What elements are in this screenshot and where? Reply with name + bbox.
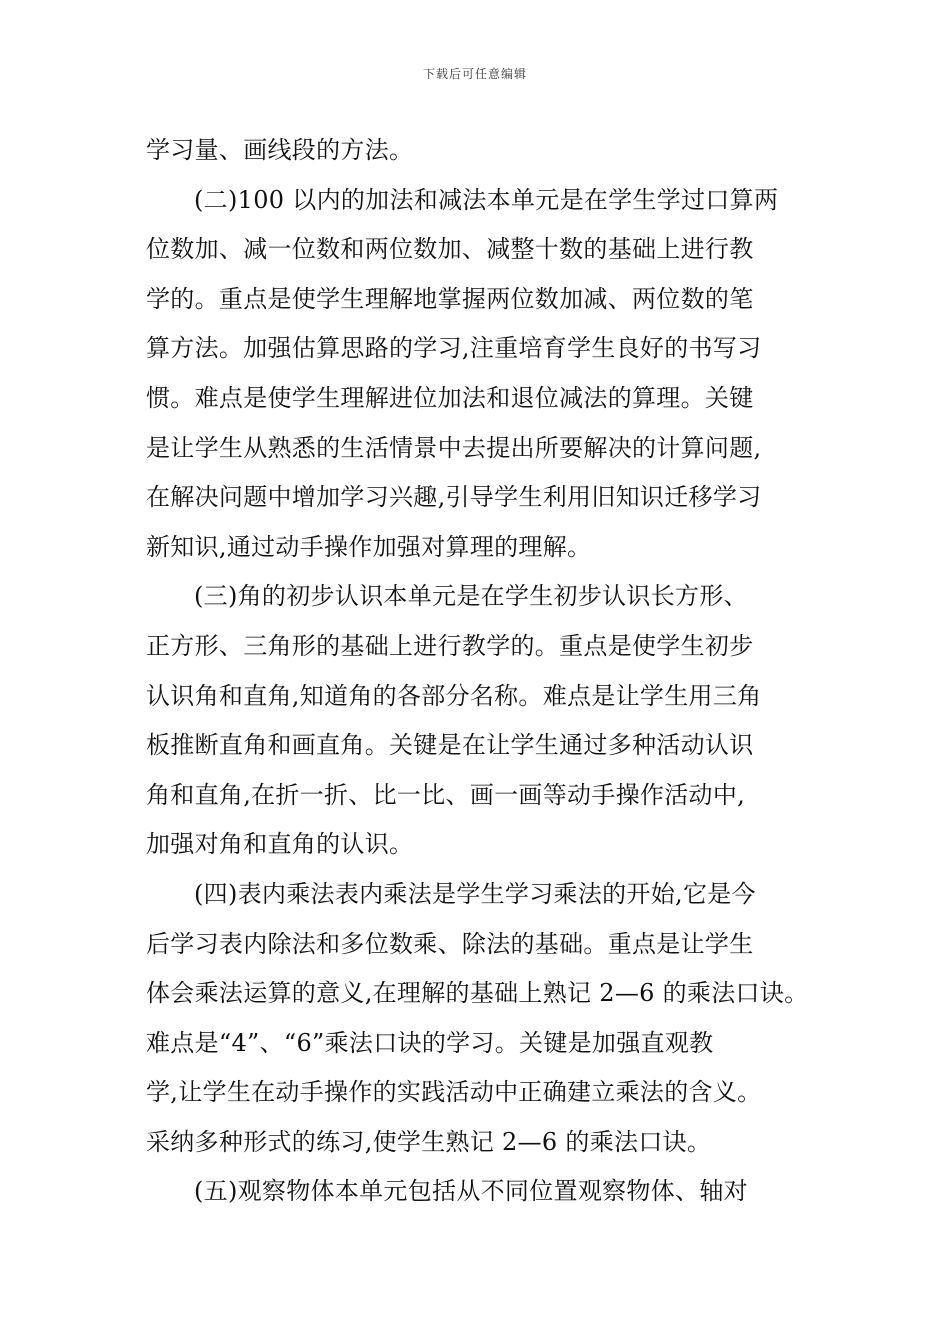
document-body [146, 126, 816, 1217]
text-line: 难点是“4”、“6”乘法口诀的学习。关键是加强直观教 [146, 1028, 714, 1057]
text-line: 体会乘法运算的意义,在理解的基础上熟记 2—6 的乘法口诀。 [146, 979, 809, 1008]
text-line: 采纳多种形式的练习,使学生熟记 2—6 的乘法口诀。 [146, 1127, 712, 1156]
text-line: 新知识,通过动手操作加强对算理的理解。 [146, 532, 592, 561]
text-line: 加强对角和直角的认识。 [146, 830, 414, 859]
text-line: 正方形、三角形的基础上进行教学的。重点是使学生初步 [146, 631, 754, 660]
text-line: 学的。重点是使学生理解地掌握两位数加减、两位数的笔 [146, 284, 754, 313]
text-line: 算方法。加强估算思路的学习,注重培育学生良好的书写习 [146, 334, 762, 363]
text-line: 认识角和直角,知道角的各部分名称。难点是让学生用三角 [146, 681, 762, 710]
paragraph-start-line: (四)表内乘法表内乘法是学生学习乘法的开始,它是今 [194, 879, 756, 908]
text-line: 学,让学生在动手操作的实践活动中正确建立乘法的含义。 [146, 1078, 762, 1107]
paragraph-start-line: (五)观察物体本单元包括从不同位置观察物体、轴对 [194, 1177, 748, 1206]
text-line: 角和直角,在折一折、比一比、画一画等动手操作活动中, [146, 780, 746, 809]
text-line: 惯。难点是使学生理解进位加法和退位减法的算理。关键 [146, 383, 754, 412]
page-header: 下载后可任意编辑 [422, 67, 527, 81]
text-line: 位数加、减一位数和两位数加、减整十数的基础上进行教 [146, 235, 754, 264]
paragraph-start-line: (二)100 以内的加法和减法本单元是在学生学过口算两 [194, 185, 779, 214]
text-line: 板推断直角和画直角。关键是在让学生通过多种活动认识 [146, 731, 754, 760]
text-line: 是让学生从熟悉的生活情景中去提出所要解决的计算问题, [146, 433, 762, 462]
text-line: 后学习表内除法和多位数乘、除法的基础。重点是让学生 [146, 929, 754, 958]
paragraph-start-line: (三)角的初步认识本单元是在学生初步认识长方形、 [194, 582, 748, 611]
text-line: 在解决问题中增加学习兴趣,引导学生利用旧知识迁移学习 [146, 483, 762, 512]
text-line: 学习量、画线段的方法。 [146, 136, 414, 164]
